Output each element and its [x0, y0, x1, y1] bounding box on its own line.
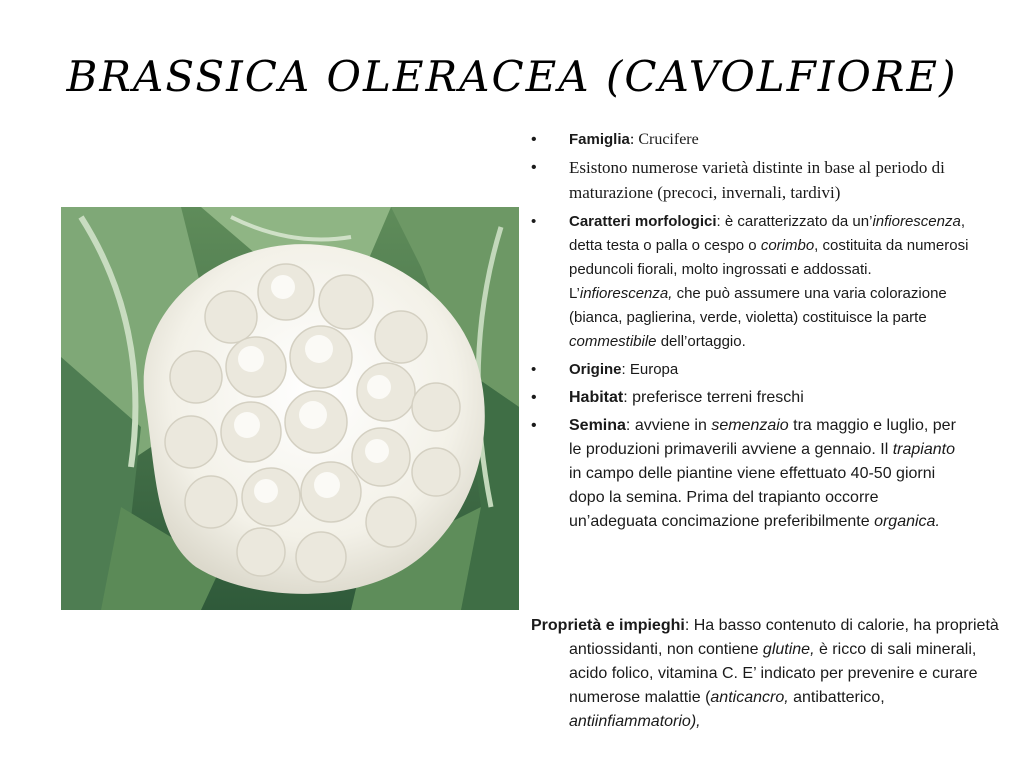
- caratteri-italic-1: infiorescenza: [872, 213, 961, 230]
- semina-italic-3: organica.: [874, 513, 940, 530]
- famiglia-label: Famiglia: [569, 131, 630, 148]
- famiglia-sep: :: [629, 131, 639, 148]
- semina-text-3: in campo delle piantine viene effettuato 40-50 giorni dopo la semina. Prima del trapianto occorre un’adeguata concimazione preferibilmente: [569, 465, 936, 530]
- proprieta-text-3: antibatterico,: [788, 689, 885, 706]
- habitat-label: Habitat: [569, 389, 624, 406]
- slide-body: [531, 128, 971, 538]
- list-item-caratteri: [531, 210, 971, 354]
- caratteri-italic-4: commestibile: [569, 333, 657, 350]
- list-item-habitat: [531, 386, 971, 410]
- bullet: •: [531, 159, 537, 176]
- bullet: •: [531, 417, 537, 434]
- bullet: •: [531, 361, 537, 378]
- caratteri-text-4: che può assumere una varia colorazione (bianca, paglierina, verde, violetta) costituisce la parte: [569, 285, 947, 326]
- caratteri-text-2: , detta testa o palla o cespo o: [569, 213, 966, 254]
- proprieta-italic-2: anticancro,: [710, 689, 789, 706]
- habitat-value: : preferisce terreni freschi: [623, 389, 804, 406]
- varieta-text: Esistono numerose varietà distinte in base al periodo di maturazione (precoci, invernali, tardivi): [569, 158, 945, 202]
- caratteri-text-5: dell’ortaggio.: [656, 333, 746, 350]
- semina-italic-1: semenzaio: [711, 417, 789, 434]
- famiglia-value: Crucifere: [638, 131, 699, 148]
- caratteri-label: Caratteri morfologici: [569, 213, 717, 230]
- proprieta-paragraph: [531, 614, 1009, 734]
- semina-text-2: tra maggio e luglio, per le produzioni primaverili avviene a gennaio. Il: [569, 417, 956, 458]
- semina-label: Semina: [569, 417, 626, 434]
- caratteri-italic-3: infiorescenza,: [579, 285, 673, 302]
- caratteri-text-1: : è caratterizzato da un’: [716, 213, 873, 230]
- list-item-varieta: [531, 156, 971, 206]
- proprieta-text-2: è ricco di sali minerali, acido folico, vitamina C. E’ indicato per prevenire e curare numerose malattie (: [569, 641, 978, 706]
- proprieta-italic-3: antiinfiammatorio),: [569, 713, 701, 730]
- caratteri-text-3: , costituita da numerosi peduncoli fiorali, molto ingrossati e addossati. L’: [569, 237, 969, 302]
- list-item-semina: [531, 414, 971, 534]
- list-item-origine: [531, 358, 971, 382]
- proprieta-label: Proprietà e impieghi: [531, 617, 685, 634]
- cauliflower-photo: [61, 207, 519, 610]
- semina-italic-2: trapianto: [892, 441, 955, 458]
- slide-title: BRASSICA OLERACEA (CAVOLFIORE): [66, 52, 958, 101]
- origine-label: Origine: [569, 361, 622, 378]
- bullet: •: [531, 131, 537, 148]
- bullet: •: [531, 389, 537, 406]
- caratteri-italic-2: corimbo: [760, 237, 815, 254]
- proprieta-text-1: : Ha basso contenuto di calorie, ha proprietà antiossidanti, non contiene: [569, 617, 999, 658]
- bullet: •: [531, 213, 537, 230]
- origine-value: : Europa: [621, 361, 679, 378]
- semina-text-1: : avviene in: [625, 417, 712, 434]
- proprieta-italic-1: glutine,: [762, 641, 815, 658]
- list-item-famiglia: [531, 128, 971, 152]
